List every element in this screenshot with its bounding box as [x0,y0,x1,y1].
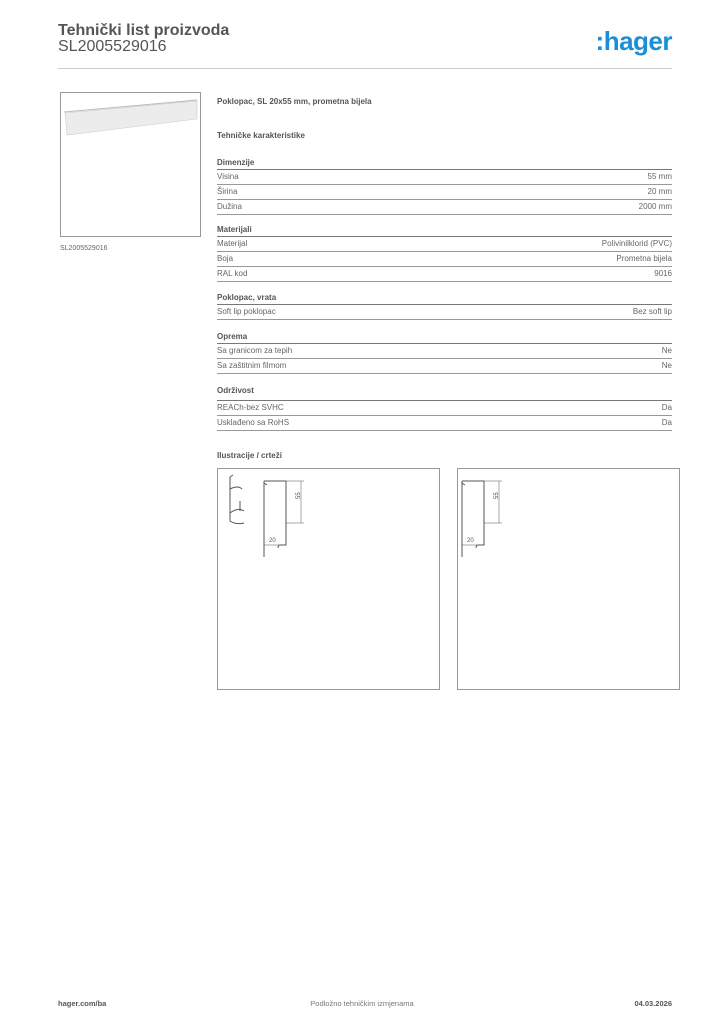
spec-row [217,170,672,185]
section-heading: Održivost [217,384,672,401]
illustrations-title: Ilustracije / crteži [217,451,282,460]
spec-row [217,252,672,267]
spec-value: Polivinilklorid (PVC) [601,239,672,248]
spec-row [217,267,672,282]
spec-row [217,200,672,215]
spec-key: Materijal [217,239,248,248]
product-code: SL2005529016 [58,38,167,55]
spec-row [217,237,672,252]
drawing-profile [217,468,440,690]
height-dimension: 55 [494,492,500,499]
footer-date: 04.03.2026 [634,999,672,1008]
section-oprema [217,330,672,374]
spec-value: Bez soft lip [632,307,672,316]
spec-key: REACh-bez SVHC [217,403,284,412]
spec-row [217,401,672,416]
width-dimension: 20 [467,538,474,544]
spec-key: Boja [217,254,234,263]
spec-row [217,305,672,320]
spec-key: Širina [217,187,238,196]
section-heading: Oprema [217,330,672,344]
image-caption: SL2005529016 [60,245,108,252]
spec-key: Sa zaštitnim filmom [217,361,287,370]
specs-title: Tehničke karakteristike [217,131,305,140]
spec-row [217,344,672,359]
page-title: Tehnički list proizvoda [58,22,230,39]
spec-key: RAL kod [217,269,248,278]
spec-value: Ne [661,346,672,355]
footer-note: Podložno tehničkim izmjenama [310,999,414,1008]
spec-value: Prometna bijela [616,254,672,263]
section-poklopac-vrata [217,291,672,320]
spec-value: 9016 [654,269,672,278]
section-odrzivost [217,384,672,431]
header-divider [58,68,672,69]
spec-row [217,185,672,200]
spec-row [217,416,672,431]
spec-row [217,359,672,374]
footer-site-link[interactable]: hager.com/ba [58,999,107,1008]
spec-value: 2000 mm [638,202,672,211]
height-dimension: 55 [296,492,302,499]
spec-value: 55 mm [647,172,672,181]
spec-key: Dužina [217,202,242,211]
section-heading: Materijali [217,223,672,237]
product-image [60,92,201,237]
section-dimenzije [217,156,672,215]
hager-logo: :hager [595,26,672,56]
spec-key: Sa granicom za tepih [217,346,293,355]
spec-key: Visina [217,172,239,181]
section-materijali [217,223,672,282]
spec-value: Da [661,418,672,427]
width-dimension: 20 [269,538,276,544]
spec-value: 20 mm [647,187,672,196]
spec-key: Soft lip poklopac [217,307,276,316]
spec-value: Ne [661,361,672,370]
product-title: Poklopac, SL 20x55 mm, prometna bijela [217,97,372,106]
spec-key: Usklađeno sa RoHS [217,418,290,427]
spec-value: Da [661,403,672,412]
drawing-cover [457,468,680,690]
section-heading: Poklopac, vrata [217,291,672,305]
section-heading: Dimenzije [217,156,672,170]
